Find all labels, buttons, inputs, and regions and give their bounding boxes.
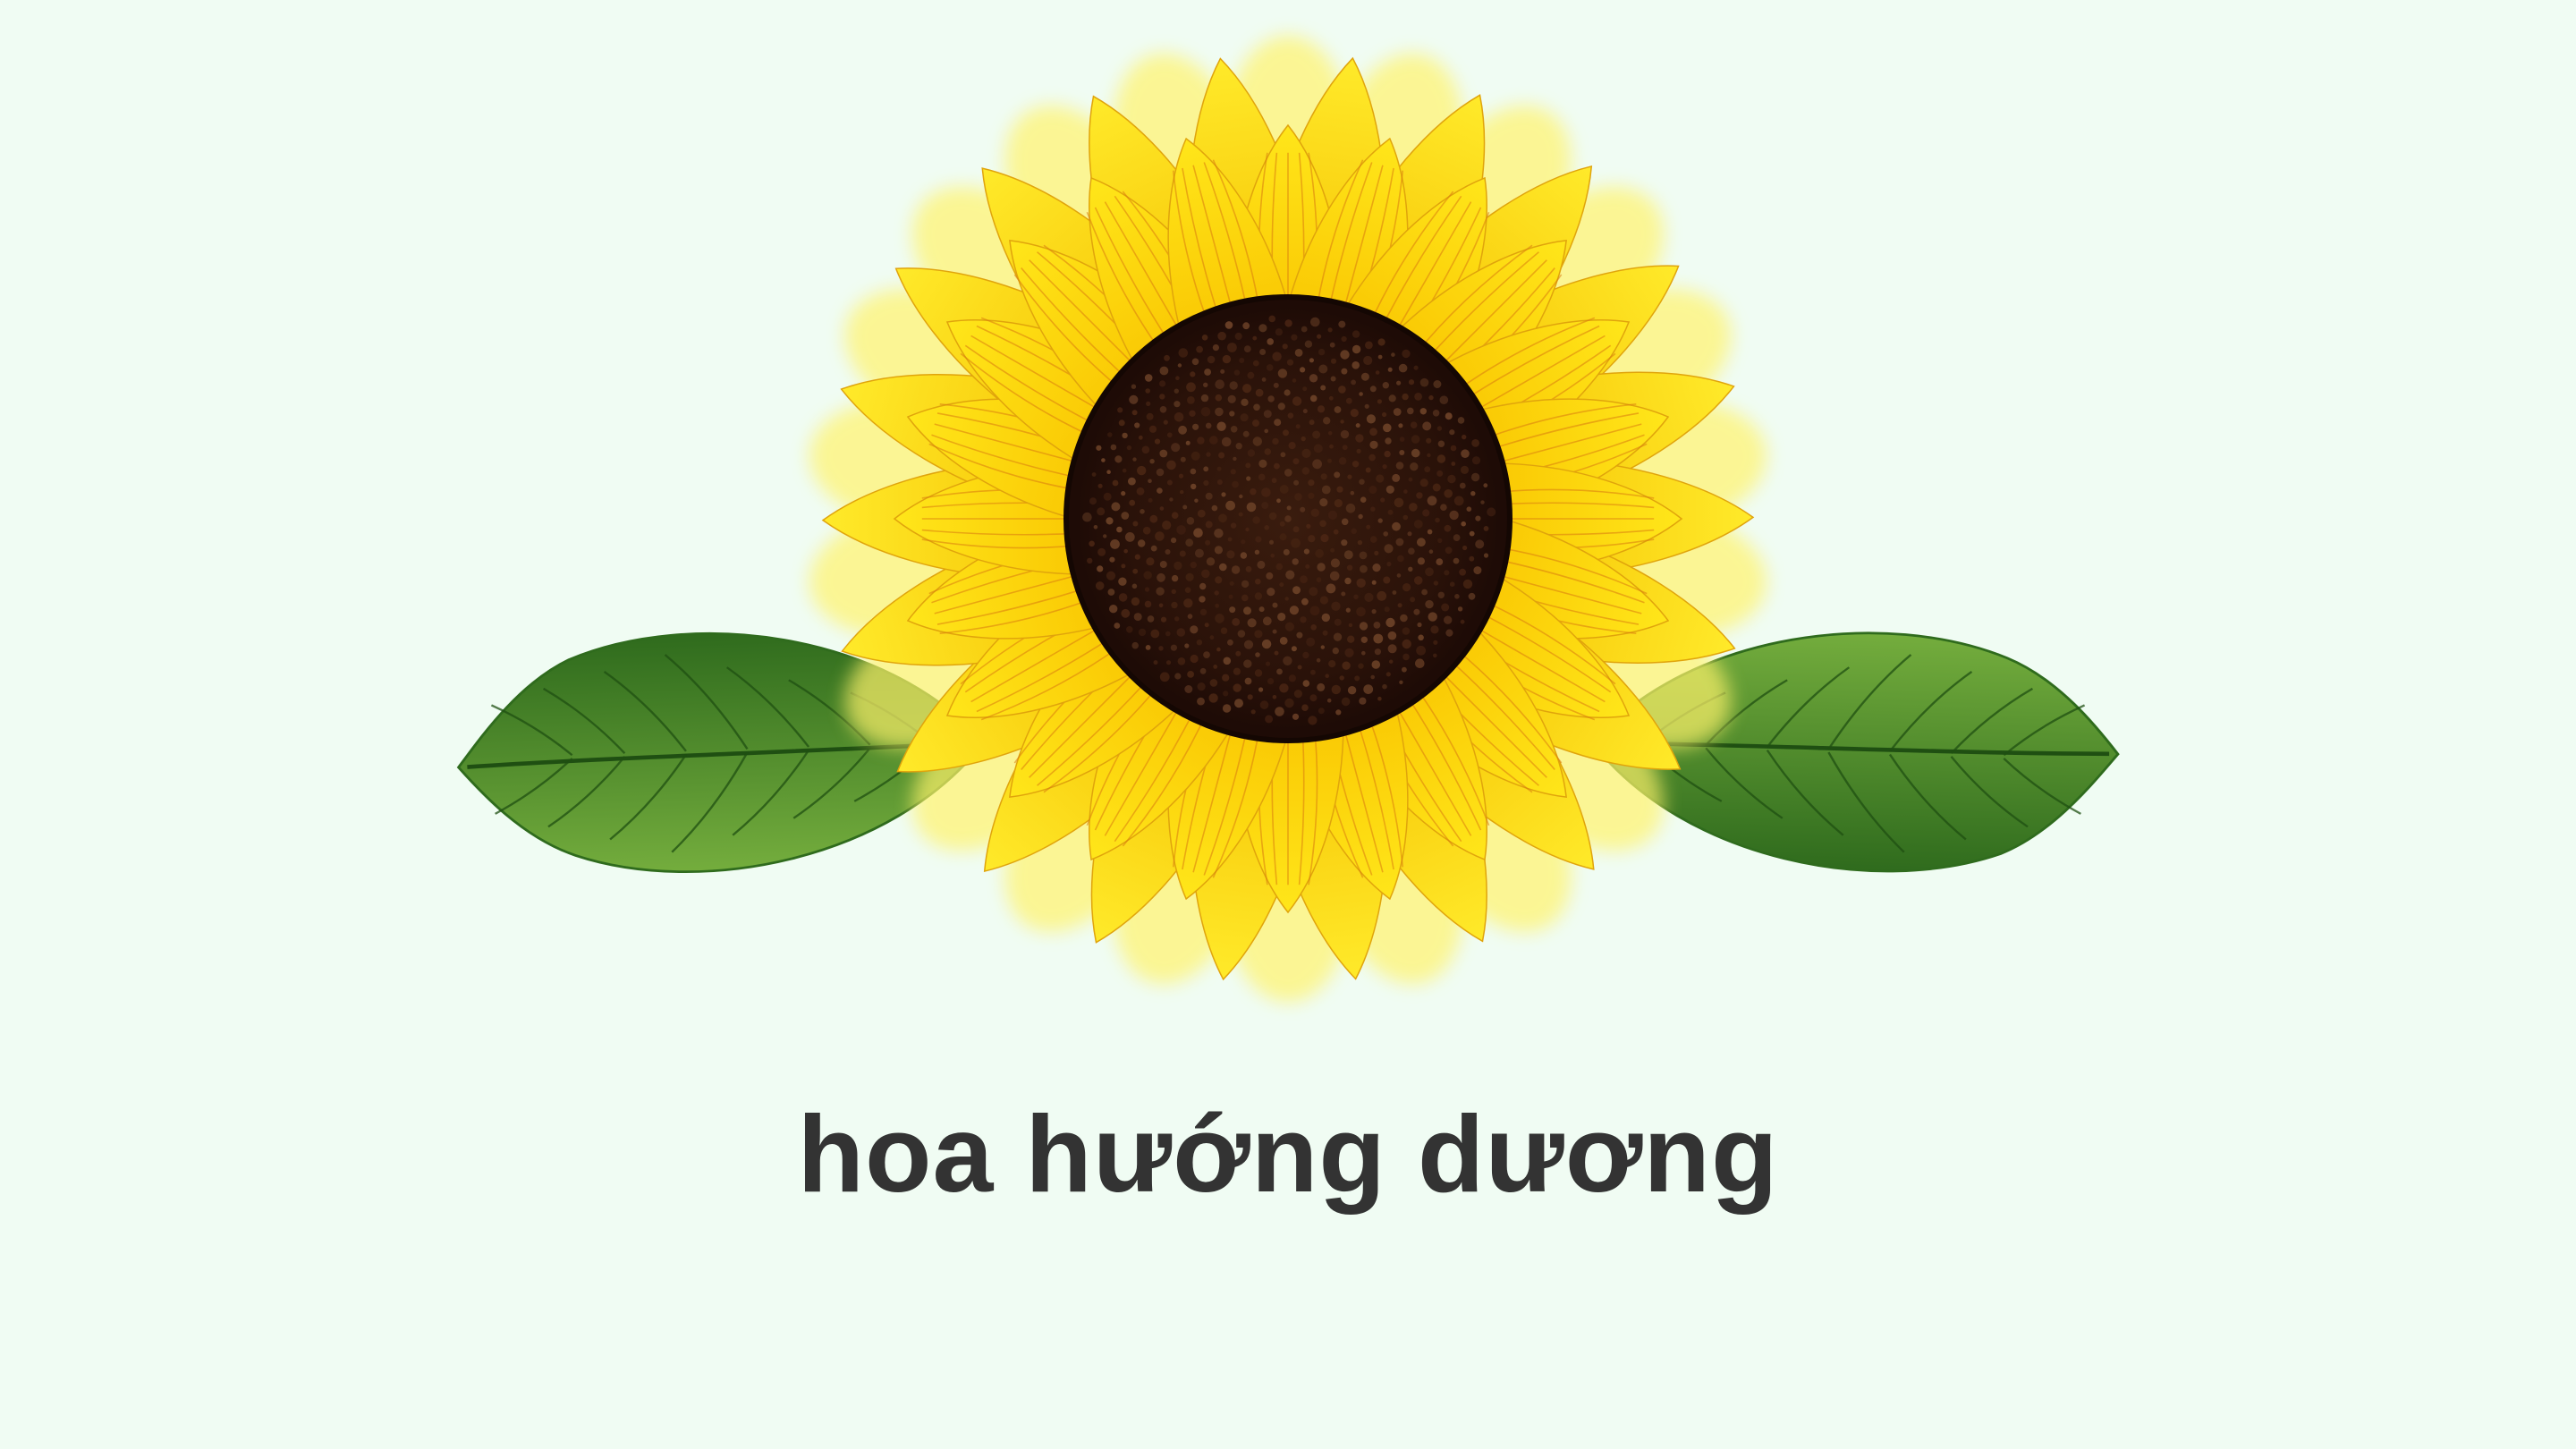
flower-name-caption: hoa hướng dương (797, 1093, 1779, 1215)
seed-head (1066, 297, 1510, 741)
